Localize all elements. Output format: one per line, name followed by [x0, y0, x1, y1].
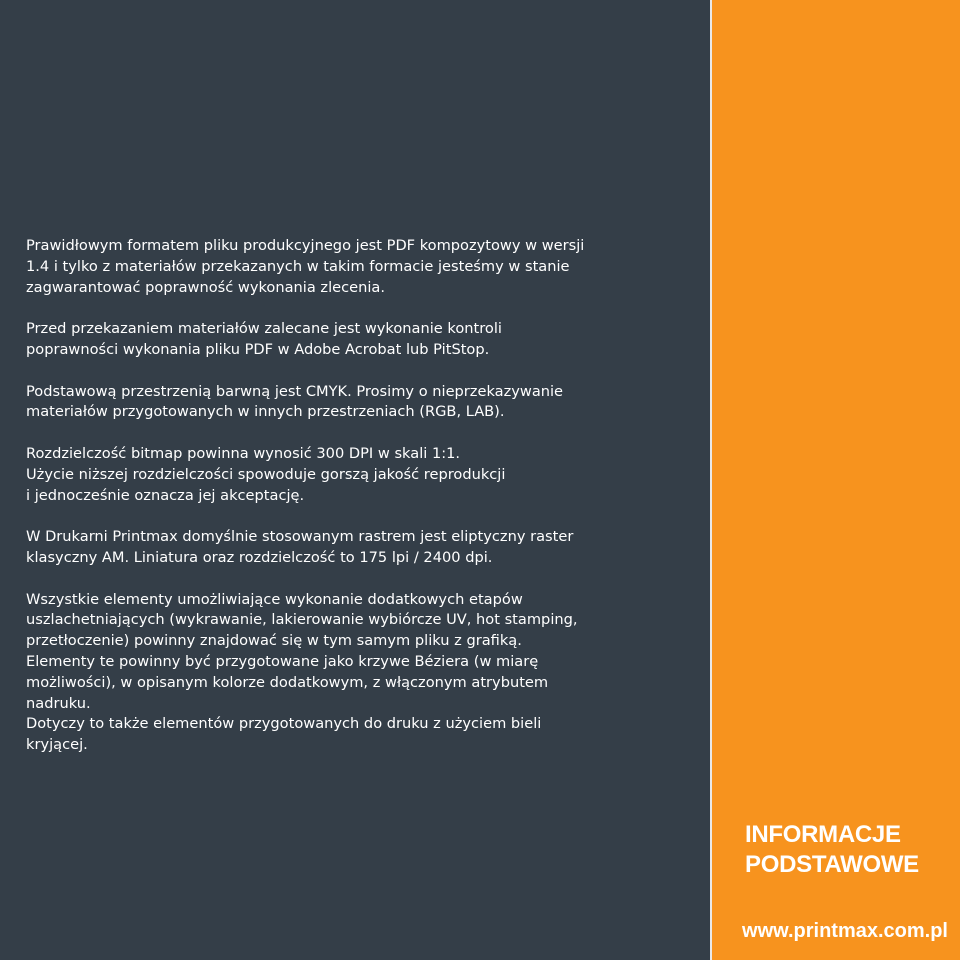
- paragraph-finishing-elements: Wszystkie elementy umożliwiające wykonanie dodatkowych etapów uszlachetniających (wykrawanie, lakierowanie wybiórcze UV, hot stamping, przetłoczenie) powinny znajdować się w tym samym pliku z grafiką. Elementy te powinny być przygotowane jako krzywe Béziera (w miarę możliwości), w opisanym kolorze dodatkowym, z włączonym atrybutem nadruku. Dotyczy to także elementów przygotowanych do druku z użyciem bieli kryjącej.: [26, 590, 578, 754]
- paragraph-preflight-check: Przed przekazaniem materiałów zalecane jest wykonanie kontroli poprawności wykonania pliku PDF w Adobe Acrobat lub PitStop.: [26, 320, 502, 358]
- paragraph-bitmap-resolution: Rozdzielczość bitmap powinna wynosić 300 DPI w skali 1:1. Użycie niższej rozdzielczości spowoduje gorszą jakość reprodukcji i jednocześnie oznacza jej akceptację.: [26, 444, 506, 504]
- body-text: [26, 236, 696, 756]
- paragraph-color-space: Podstawową przestrzenią barwną jest CMYK. Prosimy o nieprzekazywanie materiałów przygotowanych w innych przestrzeniach (RGB, LAB).: [26, 382, 564, 421]
- paragraph-pdf-format: Prawidłowym formatem pliku produkcyjnego jest PDF kompozytowy w wersji 1.4 i tylko z materiałów przekazanych w takim formacie jesteśmy w stanie zagwarantować poprawność wykonania zlecenia.: [26, 237, 585, 296]
- orange-sidebar: [712, 0, 960, 960]
- section-title-line-1: INFORMACJE: [745, 821, 901, 848]
- website-url: www.printmax.com.pl: [742, 920, 948, 942]
- section-title: [745, 820, 950, 880]
- section-title-line-2: PODSTAWOWE: [745, 851, 919, 878]
- paragraph-raster-settings: W Drukarni Printmax domyślnie stosowanym rastrem jest eliptyczny raster klasyczny AM. Liniatura oraz rozdzielczość to 175 lpi / 2400 dpi.: [26, 528, 574, 566]
